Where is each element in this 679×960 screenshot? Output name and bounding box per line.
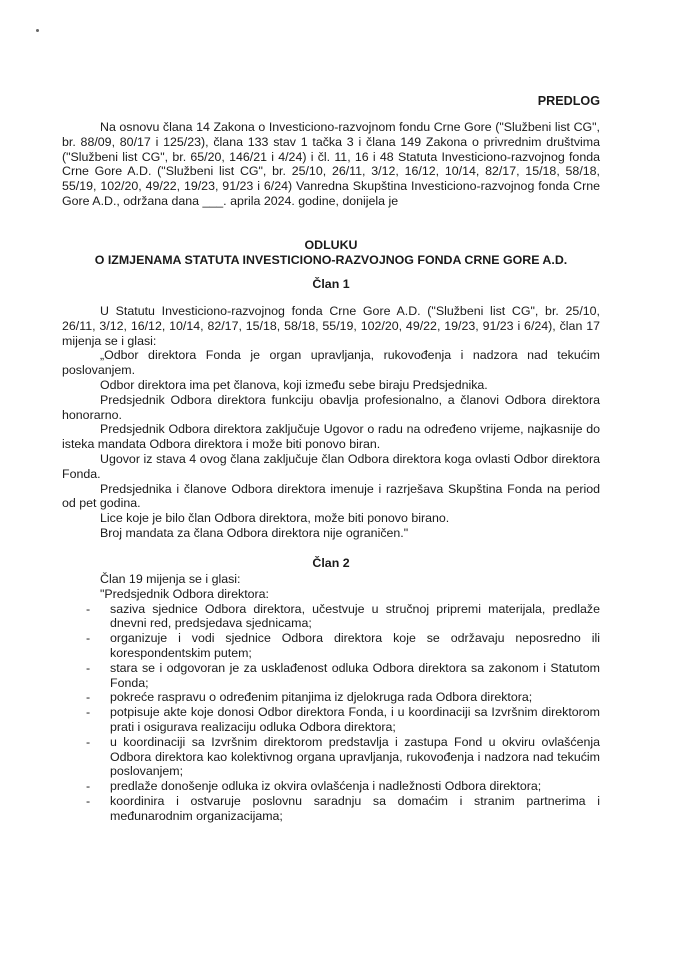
article-2-intro: Član 19 mijenja se i glasi:: [100, 572, 241, 586]
article-1-body: [62, 304, 600, 541]
list-item-text: u koordinaciji sa Izvršnim direktorom predstavlja i zastupa Fond u okviru ovlašćenja Odbora direktora kao kolektivnog organa upravljanja, rukovođenja i nadzora nad tekućim poslovanjem;: [110, 734, 600, 779]
list-item-text: koordinira i ostvaruje poslovnu saradnju sa domaćim i stranim partnerima i međunarodnim organizacijama;: [110, 793, 600, 823]
list-item: [62, 779, 600, 794]
list-item-text: organizuje i vodi sjednice Odbora direktora koje se održavaju neposredno ili korespondentskim putem;: [110, 631, 600, 660]
bullet-dash: -: [86, 660, 91, 675]
president-duties-list: [62, 602, 600, 824]
list-item: [62, 602, 600, 632]
scan-speck: [36, 29, 39, 32]
article-1-paragraph: Ugovor iz stava 4 ovog člana zaključuje član Odbora direktora koga ovlasti Odbor direktora Fonda.: [62, 451, 600, 481]
list-item: [62, 735, 600, 779]
article-1-paragraph: Lice koje je bilo član Odbora direktora, može biti ponovo birano.: [100, 511, 450, 526]
bullet-dash: -: [86, 690, 91, 705]
bullet-dash: -: [86, 631, 91, 646]
bullet-dash: -: [86, 601, 91, 616]
list-item-text: potpisuje akte koje donosi Odbor direktora Fonda, i u koordinaciji sa Izvršnim direktorom prati i osigurava realizaciju odluka Odbora direktora;: [110, 705, 600, 734]
bullet-dash: -: [86, 779, 91, 794]
list-item: [62, 705, 600, 735]
article-1-paragraph: Odbor direktora ima pet članova, koji između sebe biraju Predsjednika.: [100, 377, 488, 392]
article-1-paragraph: Predsjednika i članove Odbora direktora imenuje i razrješava Skupština Fonda na period od pet godina.: [62, 481, 600, 511]
list-item: [62, 631, 600, 661]
article-2-body: [62, 572, 600, 824]
document-title: [62, 238, 600, 268]
article-1-paragraph: Broj mandata za člana Odbora direktora nije ograničen.": [100, 525, 409, 540]
preamble: Na osnovu člana 14 Zakona o Investiciono-razvojnom fondu Crne Gore ("Službeni list CG", br. 88/09, 80/17 i 125/23), člana 133 stav 1 tačka 3 i člana 149 Zakona o privrednim društvima ("Službeni list CG", br. 65/20, 146/21 i 4/24) i čl. 11, 16 i 48 Statuta Investiciono-razvojnog fonda Crne Gore A.D. ("Službeni list CG", br. 25/10, 26/11, 3/12, 16/12, 10/14, 82/17, 15/18, 58/18, 55/19, 102/20, 49/22, 19/23, 91/23 i 6/24) Vanredna Skupština Investiciono-razvojnog fonda Crne Gore A.D., održana dana ___. aprila 2024. godine, donijela je: [62, 120, 600, 208]
article-1-paragraph: U Statutu Investiciono-razvojnog fonda Crne Gore A.D. ("Službeni list CG", br. 25/10, 26/11, 3/12, 16/12, 10/14, 82/17, 15/18, 58/18, 55/19, 102/20, 49/22, 19/23, 91/23 i 6/24), član 17 mijenja se i glasi:: [62, 304, 600, 348]
article-2-heading: Član 2: [312, 556, 350, 570]
bullet-dash: -: [86, 793, 91, 808]
title-line-1: ODLUKU: [304, 238, 358, 252]
list-item: [62, 794, 600, 824]
bullet-dash: -: [86, 705, 91, 720]
article-1-paragraph: Predsjednik Odbora direktora zaključuje Ugovor o radu na određeno vrijeme, najkasnije do isteka mandata Odbora direktora i može biti ponovo biran.: [62, 422, 600, 452]
title-line-2: O IZMJENAMA STATUTA INVESTICIONO-RAZVOJNOG FONDA CRNE GORE A.D.: [94, 252, 568, 267]
list-item-text: pokreće raspravu o određenim pitanjima iz djelokruga rada Odbora direktora;: [110, 690, 533, 705]
article-2-intro-quote: "Predsjednik Odbora direktora:: [100, 586, 270, 601]
article-1-paragraph: Predsjednik Odbora direktora funkciju obavlja profesionalno, a članovi Odbora direktora honorarno.: [62, 392, 600, 422]
article-1-paragraph: „Odbor direktora Fonda je organ upravljanja, rukovođenja i nadzora nad tekućim poslovanjem.: [62, 348, 600, 378]
list-item: [62, 690, 600, 705]
list-item-text: predlaže donošenje odluka iz okvira ovlašćenja i nadležnosti Odbora direktora;: [110, 779, 542, 794]
list-item: [62, 661, 600, 691]
draft-label: PREDLOG: [537, 94, 600, 108]
list-item-text: stara se i odgovoran je za usklađenost odluka Odbora direktora sa zakonom i Statutom Fonda;: [110, 660, 600, 690]
article-1-heading: Član 1: [312, 277, 350, 291]
bullet-dash: -: [86, 734, 91, 749]
list-item-text: saziva sjednice Odbora direktora, učestvuje u stručnoj pripremi materijala, predlaže dnevni red, predsjedava sjednicama;: [110, 601, 600, 631]
